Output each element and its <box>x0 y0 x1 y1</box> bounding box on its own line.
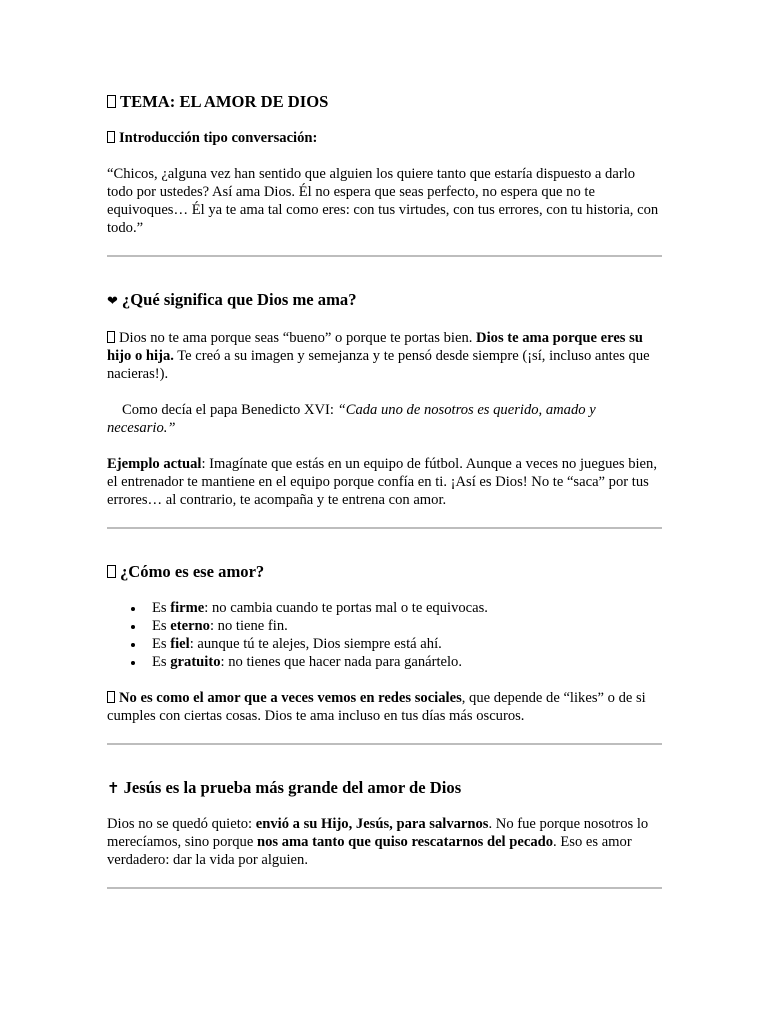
section-divider <box>107 527 662 529</box>
section-divider <box>107 743 662 745</box>
section2-note: No es como el amor que a veces vemos en redes sociales, que depende de “likes” o de si cumples con ciertas cosas. Dios te ama incluso en tus días más oscuros. <box>107 690 646 724</box>
list-item: Es eterno: no tiene fin. <box>152 617 662 635</box>
intro-heading: Introducción tipo conversación: <box>107 129 662 147</box>
section1-heading: ❤ ¿Qué significa que Dios me ama? <box>107 290 357 309</box>
intro-quote: “Chicos, ¿alguna vez han sentido que alguien los quiere tanto que estaría dispuesto a darlo todo por ustedes? Así ama Dios. Él no espera que seas perfecto, no espera que no te equivoques… Él ya te ama tal como eres: con tus virtudes, con tus errores, con tu historia, con todo.” <box>107 166 659 236</box>
cross-icon: ✝ <box>107 779 120 797</box>
list-item: Es gratuito: no tienes que hacer nada para ganártelo. <box>152 653 662 671</box>
section1-paragraph1: Dios no te ama porque seas “bueno” o porque te portas bien. Dios te ama porque eres su hijo o hija. Te creó a su imagen y semejanza y te pensó desde siempre (¡sí, incluso antes que nacieras!). <box>107 330 650 382</box>
missing-glyph-icon <box>107 565 116 578</box>
list-item: Es firme: no cambia cuando te portas mal o te equivocas. <box>152 599 662 617</box>
document-title: TEMA: EL AMOR DE DIOS <box>107 92 662 112</box>
list-item: Es fiel: aunque tú te alejes, Dios siempre está ahí. <box>152 635 662 653</box>
section2-heading: ¿Cómo es ese amor? <box>107 562 662 582</box>
document-content <box>107 92 662 889</box>
heart-icon: ❤ <box>107 294 118 309</box>
section-divider <box>107 255 662 257</box>
section3-heading: ✝ Jesús es la prueba más grande del amor de Dios <box>107 778 462 797</box>
missing-glyph-icon <box>107 331 115 343</box>
section3-paragraph: Dios no se quedó quieto: envió a su Hijo, Jesús, para salvarnos. No fue porque nosotros lo merecíamos, sino porque nos ama tanto que quiso rescatarnos del pecado. Eso es amor verdadero: dar la vida por alguien. <box>107 816 649 868</box>
missing-glyph-icon <box>107 95 116 108</box>
section1-paragraph2: Como decía el papa Benedicto XVI: “Cada uno de nosotros es querido, amado y necesario.” <box>107 402 596 436</box>
missing-glyph-icon <box>107 691 115 703</box>
missing-glyph-icon <box>107 131 115 143</box>
love-qualities-list <box>107 599 662 671</box>
section-divider <box>107 887 662 889</box>
section1-paragraph3: Ejemplo actual: Imagínate que estás en un equipo de fútbol. Aunque a veces no juegues bien, el entrenador te mantiene en el equipo porque confía en ti. ¡Así es Dios! No te “saca” por tus errores… al contrario, te acompaña y te entrena con amor. <box>107 456 657 508</box>
